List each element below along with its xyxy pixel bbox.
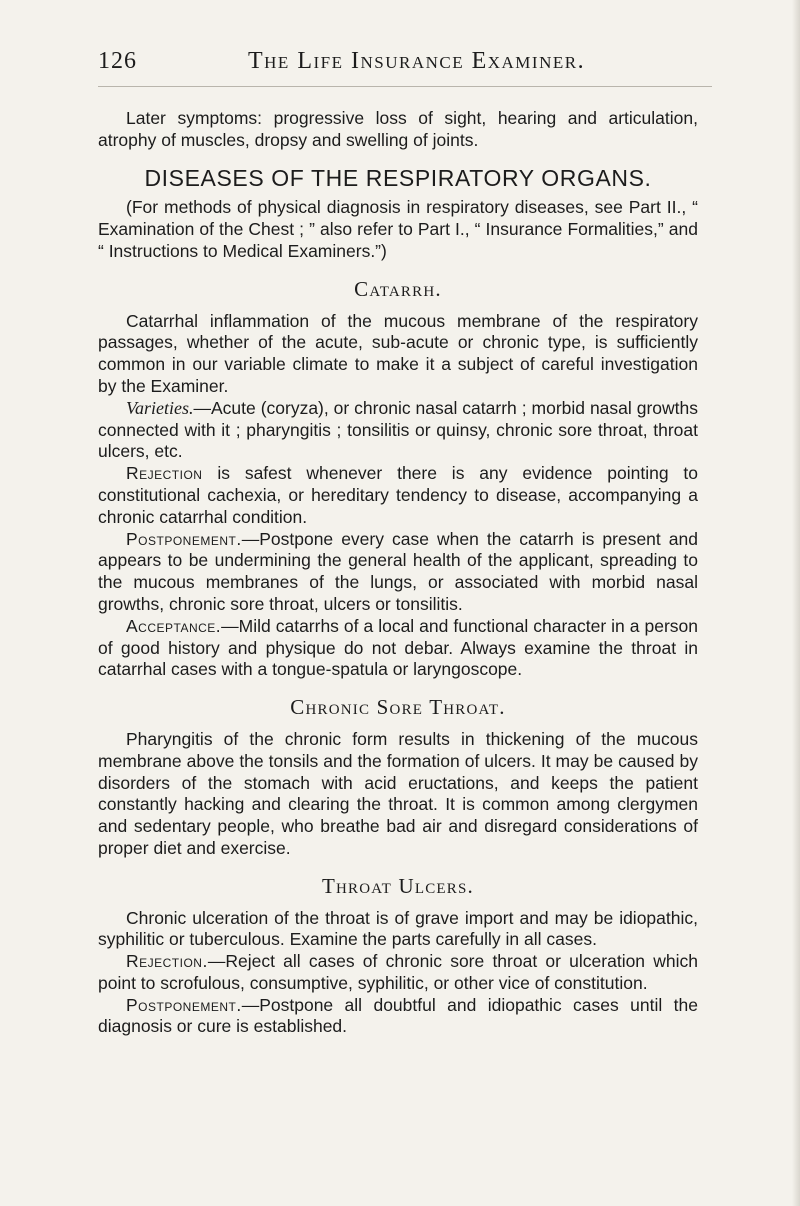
- section-title-respiratory: DISEASES OF THE RESPIRATORY ORGANS.: [144, 164, 652, 191]
- page-header: [98, 48, 712, 80]
- page-edge-shadow: [792, 0, 800, 1206]
- header-rule: [98, 86, 712, 87]
- page-body: [98, 108, 698, 1038]
- postponement-text: —Postpone every case when the catarrh is present and appears to be undermining the general health of the applicant, spreading to the mucous membranes of the lungs, or associated with morbid nasal growths, chronic sore throat, ulcers or tonsilitis.: [98, 528, 698, 614]
- later-symptoms-paragraph: Later symptoms: progressive loss of sight, hearing and articulation, atrophy of muscles, dropsy and swelling of joints.: [98, 108, 698, 150]
- rejection-text: is safest whenever there is any evidence pointing to constitutional cachexia, or hereditary tendency to disease, accompanying a chronic catarrhal condition.: [98, 463, 698, 527]
- catarrh-rejection-paragraph: [98, 463, 698, 528]
- postponement-label: Postponement.: [126, 528, 242, 549]
- heading-throat-ulcers: Throat Ulcers.: [322, 873, 474, 898]
- ulcers-rejection-text: —Reject all cases of chronic sore throat or ulceration which point to scrofulous, consumptive, syphilitic, or other vice of constitution.: [98, 951, 698, 993]
- sore-throat-paragraph: Pharyngitis of the chronic form results in thickening of the mucous membrane above the tonsils and the formation of ulcers. It may be caused by disorders of the stomach with acid eructations, and keeps the patient constantly hacking and clearing the throat. It is common among clergymen and sedentary people, who breathe bad air and disregard considerations of proper diet and exercise.: [98, 728, 698, 858]
- catarrh-varieties-paragraph: [98, 398, 698, 463]
- throat-ulcers-rejection-paragraph: [98, 951, 698, 995]
- throat-ulcers-postponement-paragraph: [98, 995, 698, 1039]
- catarrh-acceptance-paragraph: [98, 616, 698, 681]
- heading-chronic-sore-throat: Chronic Sore Throat.: [290, 695, 506, 720]
- ulcers-postponement-text: —Postpone all doubtful and idiopathic cases until the diagnosis or cure is established.: [98, 994, 698, 1037]
- acceptance-text: —Mild catarrhs of a local and functional character in a person of good history and physique do not debar. Always examine the throat in catarrhal cases with a tongue-spatula or laryngoscope.: [98, 615, 698, 680]
- catarrh-intro-paragraph: Catarrhal inflammation of the mucous membrane of the respiratory passages, whether of the acute, sub-acute or chronic type, is sufficiently common in our variable climate to make it a subject of careful investigation by the Examiner.: [98, 310, 698, 396]
- rejection-label: Rejection: [126, 463, 203, 484]
- throat-ulcers-paragraph: Chronic ulceration of the throat is of grave import and may be idiopathic, syphilitic or tuberculous. Examine the parts carefully in all cases.: [98, 907, 698, 950]
- acceptance-label: Acceptance.: [126, 615, 222, 636]
- heading-catarrh: Catarrh.: [354, 276, 442, 301]
- ulcers-rejection-label: Rejection.: [126, 951, 208, 972]
- varieties-label: Varieties.: [126, 397, 194, 418]
- methods-note-paragraph: (For methods of physical diagnosis in respiratory diseases, see Part II., “ Examination of the Chest ; ” also refer to Part I., “ Insurance Formalities,” and “ Instructions to Medical Examiners.”): [98, 197, 698, 261]
- running-title: The Life Insurance Examiner.: [248, 48, 586, 74]
- varieties-text: —Acute (coryza), or chronic nasal catarrh ; morbid nasal growths connected with it ; pharyngitis ; tonsilitis or quinsy, chronic sore throat, throat ulcers, etc.: [98, 397, 698, 462]
- catarrh-postponement-paragraph: [98, 529, 698, 616]
- page-number: 126: [98, 48, 137, 74]
- ulcers-postponement-label: Postponement.: [126, 994, 242, 1015]
